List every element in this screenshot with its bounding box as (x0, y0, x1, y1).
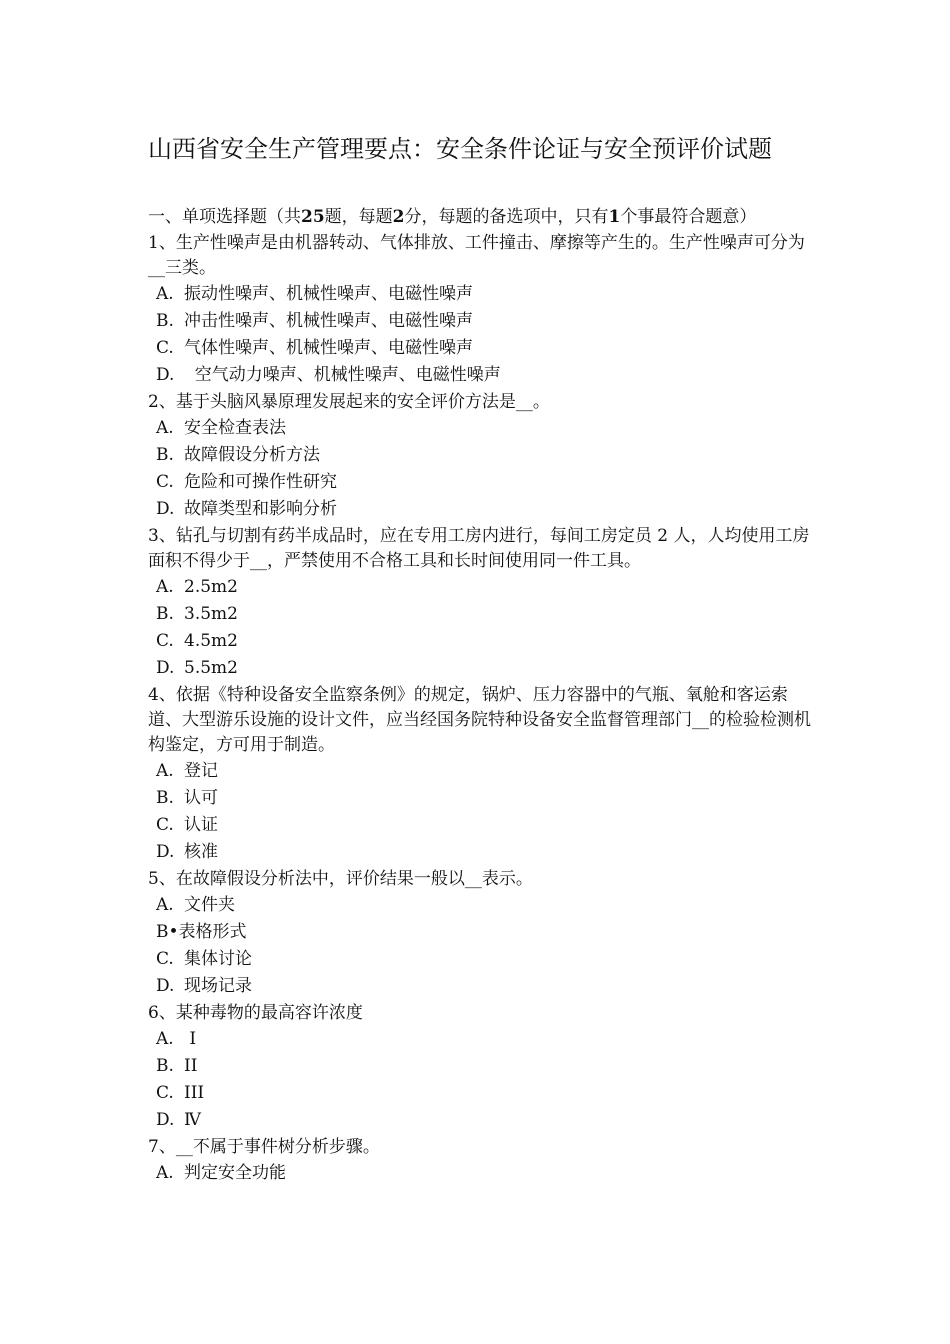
option-key: D. (156, 658, 175, 678)
answer-option (148, 281, 820, 308)
option-text: 文件夹 (184, 895, 235, 915)
question-stem: 2、基于头脑风暴原理发展起来的安全评价方法是__。 (148, 392, 550, 412)
question-stem: 4、依据《特种设备安全监察条例》的规定，锅炉、压力容器中的气瓶、氧舱和客运索道、大型游乐设施的设计文件，应当经国务院特种设备安全监督管理部门__的检验检测机构鉴定，方可用于制造。 (148, 685, 811, 755)
question-7 (148, 1135, 820, 1187)
question-2 (148, 390, 820, 523)
option-key: D. (156, 842, 175, 862)
option-key: C. (156, 1083, 174, 1103)
option-key: C. (156, 631, 174, 651)
option-text: 核准 (184, 842, 218, 862)
answer-option (148, 655, 820, 682)
section-heading: 一、单项选择题（共25题，每题2分，每题的备选项中，只有1个事最符合题意） (148, 207, 757, 227)
answer-option (148, 335, 820, 362)
option-text: 4.5m2 (184, 631, 238, 651)
option-key: C. (156, 949, 174, 969)
option-text: 认证 (184, 815, 218, 835)
option-text: 判定安全功能 (184, 1163, 286, 1183)
answer-option (148, 973, 820, 1000)
answer-option (148, 362, 820, 389)
option-key: B. (156, 311, 174, 331)
answer-option (148, 839, 820, 866)
answer-option (148, 758, 820, 785)
question-4 (148, 683, 820, 866)
answer-option (148, 415, 820, 442)
option-text: 气体性噪声、机械性噪声、电磁性噪声 (184, 338, 473, 358)
document-body (148, 205, 820, 1187)
answer-option (148, 1107, 820, 1134)
option-key: D. (156, 976, 175, 996)
answer-option (148, 1053, 820, 1080)
option-key: A. (156, 895, 174, 915)
option-key: B• (156, 922, 179, 942)
option-text: 现场记录 (184, 976, 252, 996)
option-text: Ⅳ (184, 1110, 201, 1130)
option-key: A. (156, 577, 174, 597)
option-text: 危险和可操作性研究 (184, 472, 337, 492)
option-text: 故障假设分析方法 (184, 445, 320, 465)
option-key: A. (156, 418, 174, 438)
option-key: C. (156, 472, 174, 492)
option-text: 认可 (184, 788, 218, 808)
question-stem: 6、某种毒物的最高容许浓度 (148, 1003, 363, 1023)
question-stem: 5、在故障假设分析法中，评价结果一般以__表示。 (148, 869, 533, 889)
answer-option (148, 442, 820, 469)
option-key: B. (156, 445, 174, 465)
option-text: ⅠⅠ (184, 1056, 198, 1076)
option-text: 振动性噪声、机械性噪声、电磁性噪声 (184, 284, 473, 304)
option-key: C. (156, 815, 174, 835)
answer-option (148, 919, 820, 946)
answer-option (148, 892, 820, 919)
option-text: 冲击性噪声、机械性噪声、电磁性噪声 (184, 311, 473, 331)
option-text: Ⅰ (184, 1029, 197, 1049)
answer-option (148, 601, 820, 628)
answer-option (148, 469, 820, 496)
option-key: D. (156, 499, 175, 519)
question-list (148, 231, 820, 1187)
option-text: 登记 (184, 761, 218, 781)
answer-option (148, 628, 820, 655)
option-key: A. (156, 1163, 174, 1183)
question-3 (148, 524, 820, 682)
option-key: B. (156, 788, 174, 808)
option-text: 表格形式 (178, 922, 247, 942)
option-text: 故障类型和影响分析 (184, 499, 337, 519)
answer-option (148, 946, 820, 973)
question-1 (148, 231, 820, 389)
answer-option (148, 308, 820, 335)
option-text: 安全检查表法 (184, 418, 286, 438)
answer-option (148, 574, 820, 601)
document-title: 山西省安全生产管理要点：安全条件论证与安全预评价试题 (148, 135, 772, 163)
option-text: 空气动力噪声、机械性噪声、电磁性噪声 (184, 365, 501, 385)
option-text: 集体讨论 (184, 949, 252, 969)
question-6 (148, 1001, 820, 1134)
question-stem: 7、__不属于事件树分析步骤。 (148, 1137, 380, 1157)
option-key: D. (156, 365, 175, 385)
option-key: A. (156, 284, 174, 304)
answer-option (148, 1026, 820, 1053)
answer-option (148, 785, 820, 812)
option-key: B. (156, 604, 174, 624)
option-key: B. (156, 1056, 174, 1076)
option-text: 5.5m2 (184, 658, 238, 678)
option-text: ⅠⅠⅠ (184, 1083, 205, 1103)
option-key: D. (156, 1110, 175, 1130)
question-5 (148, 867, 820, 1000)
answer-option (148, 1160, 820, 1187)
answer-option (148, 812, 820, 839)
answer-option (148, 1080, 820, 1107)
option-key: A. (156, 761, 174, 781)
question-stem: 1、生产性噪声是由机器转动、气体排放、工件撞击、摩擦等产生的。生产性噪声可分为__三类。 (148, 233, 805, 278)
option-key: A. (156, 1029, 174, 1049)
option-text: 3.5m2 (184, 604, 238, 624)
option-key: C. (156, 338, 174, 358)
option-text: 2.5m2 (184, 577, 238, 597)
question-stem: 3、钻孔与切割有药半成品时，应在专用工房内进行，每间工房定员 2 人，人均使用工房面积不得少于__，严禁使用不合格工具和长时间使用同一件工具。 (148, 526, 810, 571)
answer-option (148, 496, 820, 523)
